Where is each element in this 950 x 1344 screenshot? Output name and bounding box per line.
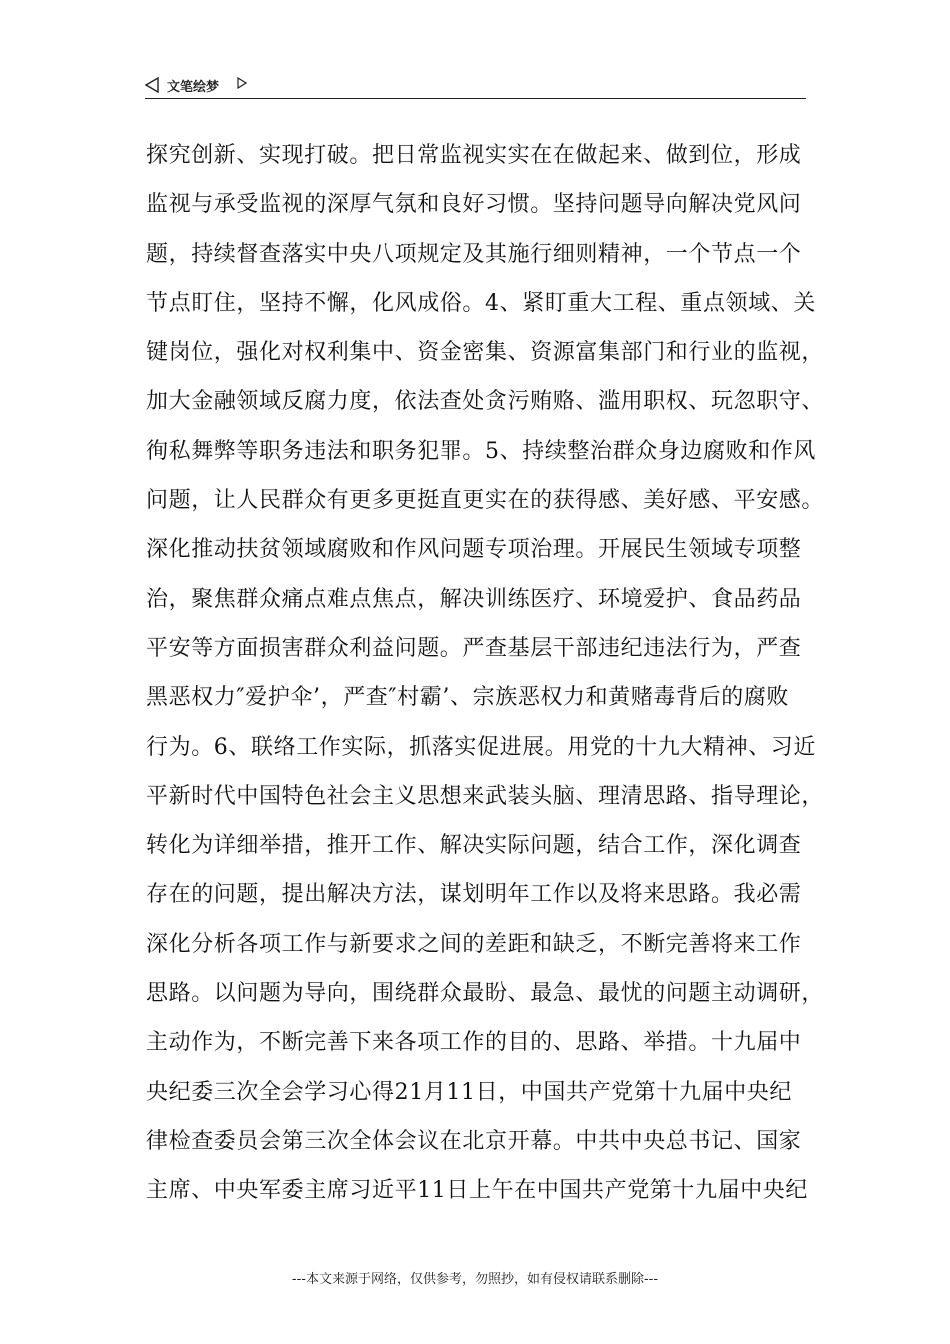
text-line: 主席、中央军委主席习近平11日上午在中国共产党第十九届中央纪	[146, 1178, 808, 1204]
text-line: 央纪委三次全会学习心得21月11日，中国共产党第十九届中央纪	[146, 1079, 792, 1105]
brand-name: 文笔绘梦	[167, 80, 220, 95]
text-line: 治，聚焦群众痛点难点焦点，解决训练医疗、环境爱护、食品药品	[146, 586, 802, 612]
text-line: 黑恶权力″爱护伞’，严查″村霸’、宗族恶权力和黄赌毒背后的腐败	[146, 685, 790, 711]
text-line: 转化为详细举措，推开工作、解决实际问题，结合工作，深化调查	[146, 833, 802, 859]
text-line: 主动作为，不断完善下来各项工作的目的、思路、举措。十九届中	[146, 1030, 802, 1056]
text-line: 存在的问题，提出解决方法，谋划明年工作以及将来思路。我必需	[146, 882, 802, 908]
text-line: 加大金融领域反腐力度，依法查处贪污贿赂、滥用职权、玩忽职守、	[146, 389, 825, 415]
text-line: 思路。以问题为导向，围绕群众最盼、最急、最忧的问题主动调研，	[146, 981, 825, 1007]
text-line: 深化推动扶贫领域腐败和作风问题专项治理。开展民生领域专项整	[146, 537, 802, 563]
text-line: 律检查委员会第三次全体会议在北京开幕。中共中央总书记、国家	[146, 1128, 802, 1154]
text-line: 节点盯住，坚持不懈，化风成俗。4、紧盯重大工程、重点领域、关	[146, 290, 816, 316]
triangle-right-icon	[237, 77, 247, 89]
text-line: 监视与承受监视的深厚气氛和良好习惯。坚持问题导向解决党风问	[146, 192, 802, 218]
text-line: 平新时代中国特色社会主义思想来武装头脑、理清思路、指导理论，	[146, 783, 825, 809]
text-line: 问题，让人民群众有更多更挺直更实在的获得感、美好感、平安感。	[146, 488, 825, 514]
footer-notice: ---本文来源于网络，仅供参考，勿照抄，如有侵权请联系删除---	[291, 1272, 659, 1287]
text-line: 徇私舞弊等职务违法和职务犯罪。5、持续整治群众身边腐败和作风	[146, 438, 816, 464]
text-line: 平安等方面损害群众利益问题。严查基层干部违纪违法行为，严查	[146, 635, 802, 661]
page-header	[145, 74, 806, 99]
text-line: 行为。6、联络工作实际，抓落实促进展。用党的十九大精神、习近	[146, 734, 816, 760]
text-line: 键岗位，强化对权利集中、资金密集、资源富集部门和行业的监视，	[146, 340, 825, 366]
document-body	[146, 131, 826, 1216]
text-line: 题，持续督查落实中央八项规定及其施行细则精神，一个节点一个	[146, 241, 802, 267]
text-line: 深化分析各项工作与新要求之间的差距和缺乏，不断完善将来工作	[146, 931, 802, 957]
text-line: 探究创新、实现打破。把日常监视实实在在做起来、做到位，形成	[146, 143, 802, 168]
triangle-left-icon	[145, 77, 159, 93]
